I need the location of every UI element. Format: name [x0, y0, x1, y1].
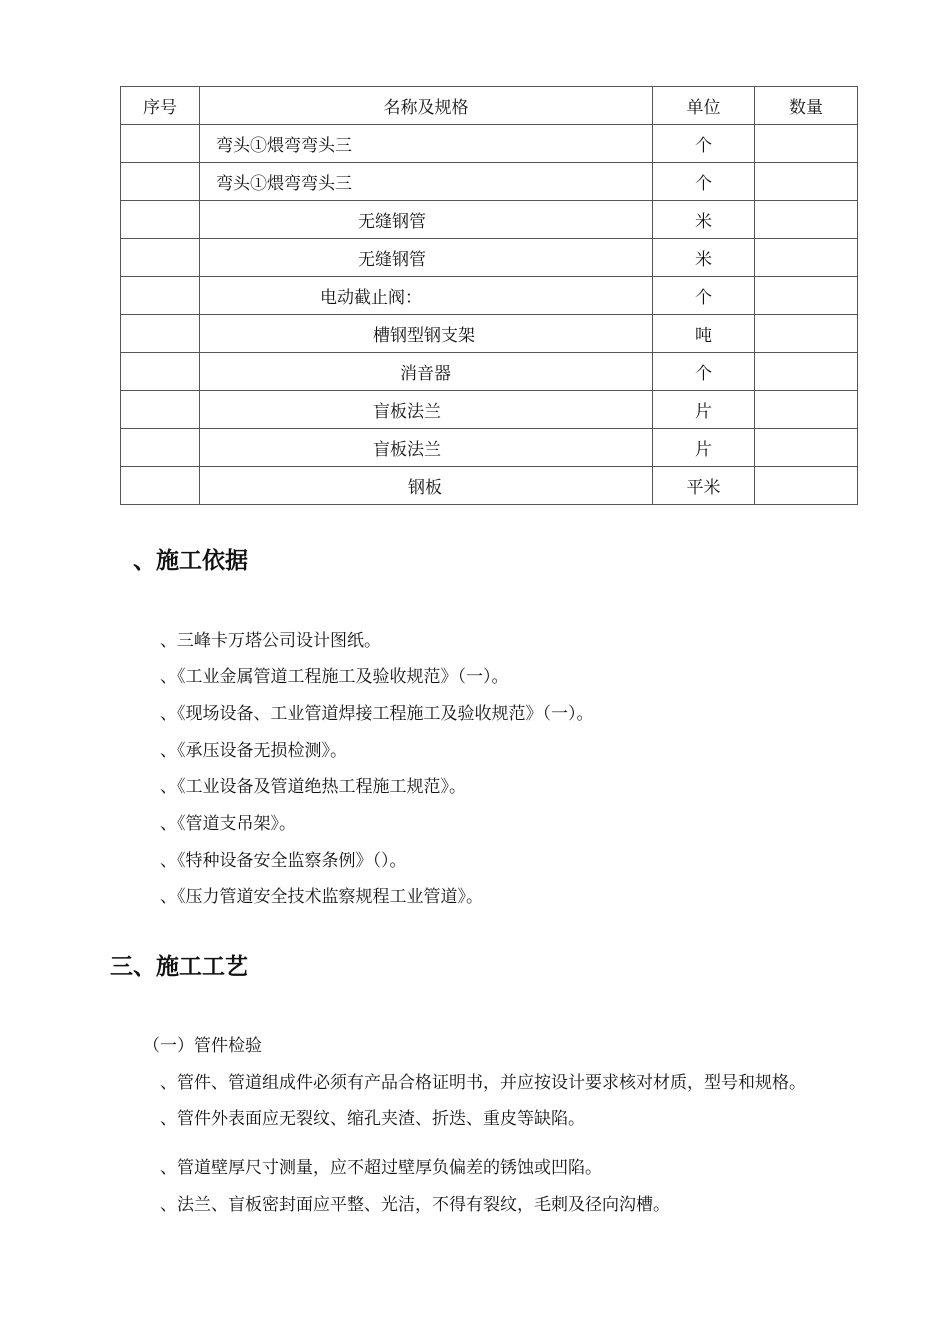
list-item: 、管件、管道组成件必须有产品合格证明书，并应按设计要求核对材质，型号和规格。: [160, 1073, 806, 1093]
row-name: 盲板法兰: [200, 429, 653, 467]
list-item: 、法兰、盲板密封面应平整、光洁，不得有裂纹，毛刺及径向沟槽。: [160, 1195, 670, 1215]
table-row: [121, 353, 858, 391]
row-qty: [755, 239, 858, 277]
row-unit: 个: [653, 163, 755, 201]
header-name: 名称及规格: [200, 87, 653, 125]
list-item: 、《管道支吊架》。: [160, 814, 296, 834]
row-no: [121, 391, 200, 429]
list-item: 、《工业金属管道工程施工及验收规范》（一）。: [160, 667, 509, 687]
row-qty: [755, 277, 858, 315]
list-item: 、《工业设备及管道绝热工程施工规范》。: [160, 777, 466, 797]
list-item: 、《承压设备无损检测》。: [160, 741, 347, 761]
table-row: [121, 429, 858, 467]
list-item: 、《现场设备、工业管道焊接工程施工及验收规范》（一）。: [160, 704, 594, 724]
row-name: 弯头①煨弯弯头三: [200, 163, 653, 201]
row-name: 钢板: [200, 467, 653, 505]
header-unit: 单位: [653, 87, 755, 125]
table-row: [121, 315, 858, 353]
table-row: [121, 467, 858, 505]
row-name: 槽钢型钢支架: [200, 315, 653, 353]
row-unit: 个: [653, 125, 755, 163]
row-name: 电动截止阀：: [200, 277, 653, 315]
row-qty: [755, 429, 858, 467]
row-unit: 个: [653, 353, 755, 391]
table-row: [121, 201, 858, 239]
header-no: 序号: [121, 87, 200, 125]
list-item: 、管件外表面应无裂纹、缩孔夹渣、折迭、重皮等缺陷。: [160, 1109, 585, 1129]
table-row: [121, 239, 858, 277]
row-qty: [755, 353, 858, 391]
row-no: [121, 125, 200, 163]
row-unit: 平米: [653, 467, 755, 505]
row-unit: 米: [653, 239, 755, 277]
table-row: [121, 125, 858, 163]
row-name: 无缝钢管: [200, 239, 653, 277]
row-qty: [755, 125, 858, 163]
row-name: 消音器: [200, 353, 653, 391]
list-item: 、《特种设备安全监察条例》（）。: [160, 851, 407, 871]
section-heading-process: 三、施工工艺: [110, 954, 248, 980]
row-name: 无缝钢管: [200, 201, 653, 239]
subsection-heading: （一）管件检验: [143, 1036, 262, 1056]
list-item: 、管道壁厚尺寸测量，应不超过壁厚负偏差的锈蚀或凹陷。: [160, 1158, 602, 1178]
materials-table: [120, 86, 858, 505]
row-qty: [755, 391, 858, 429]
row-unit: 片: [653, 391, 755, 429]
row-no: [121, 201, 200, 239]
table-row: [121, 163, 858, 201]
row-unit: 吨: [653, 315, 755, 353]
row-no: [121, 315, 200, 353]
list-item: 、三峰卡万塔公司设计图纸。: [160, 631, 381, 651]
table-header-row: [121, 87, 858, 125]
row-qty: [755, 467, 858, 505]
list-item: 、《压力管道安全技术监察规程工业管道》。: [160, 887, 483, 907]
table-row: [121, 277, 858, 315]
row-no: [121, 353, 200, 391]
row-unit: 片: [653, 429, 755, 467]
row-unit: 米: [653, 201, 755, 239]
row-qty: [755, 201, 858, 239]
row-no: [121, 467, 200, 505]
section-heading-basis: 、施工依据: [133, 548, 248, 574]
row-qty: [755, 163, 858, 201]
row-name: 弯头①煨弯弯头三: [200, 125, 653, 163]
row-no: [121, 277, 200, 315]
row-name: 盲板法兰: [200, 391, 653, 429]
row-no: [121, 429, 200, 467]
table-row: [121, 391, 858, 429]
row-qty: [755, 315, 858, 353]
header-qty: 数量: [755, 87, 858, 125]
row-unit: 个: [653, 277, 755, 315]
row-no: [121, 239, 200, 277]
row-no: [121, 163, 200, 201]
